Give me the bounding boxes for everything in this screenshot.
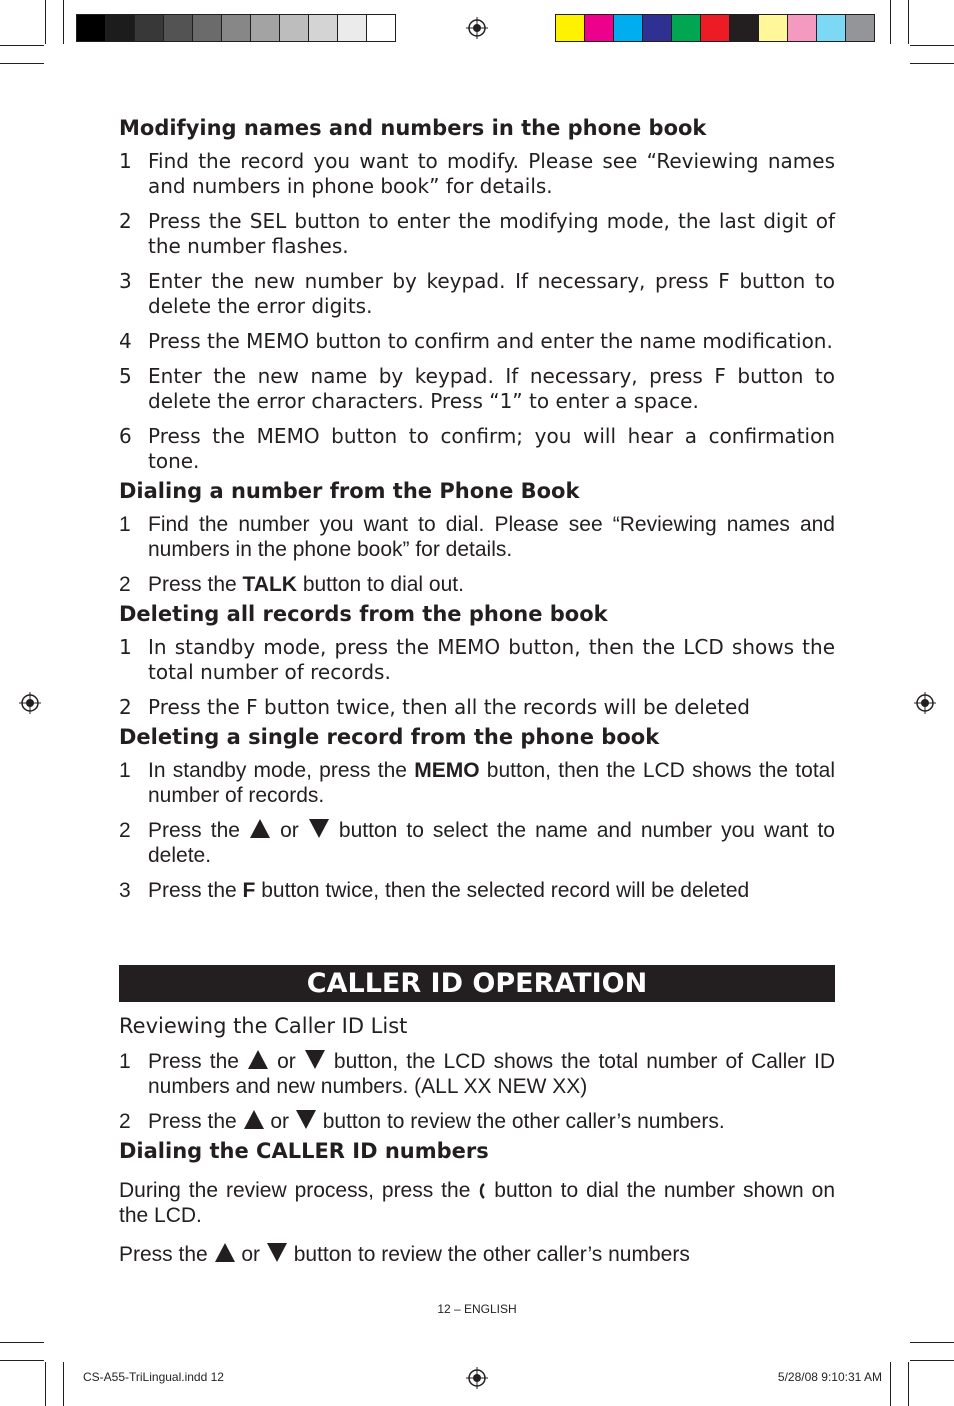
color-swatch [76,14,106,42]
color-swatch [308,14,338,42]
color-swatch [163,14,193,42]
step-text: button, the LCD shows the total number of Caller ID numbers and new numbers. (ALL XX NEW XX) [148,1050,836,1098]
paragraph-text: or [235,1243,266,1266]
list-item [119,878,835,903]
up-arrow-icon [244,1110,264,1129]
list-item [119,1109,835,1134]
step-text: button to dial out. [296,573,464,596]
color-swatch [337,14,367,42]
delete-all-section [119,601,835,720]
step-text: In standby mode, press the MEMO button, then the LCD shows the total number of records. [148,635,835,684]
step-text: Press the [148,819,250,842]
list-item [119,424,835,474]
step-text: or [271,819,308,842]
step-text: Enter the new name by keypad. If necessary, press F button to delete the error characters. Press “1” to enter a space. [148,364,835,413]
color-swatch [105,14,135,42]
step-number: 2 [119,573,131,596]
section-heading: Modifying names and numbers in the phone book [119,116,707,140]
color-swatch [584,14,614,42]
section-heading: Reviewing the Caller ID List [119,1014,408,1038]
color-swatch [787,14,817,42]
memo-button-label: MEMO [414,759,480,782]
color-swatch [555,14,585,42]
down-arrow-icon [296,1110,316,1129]
page-number: 12 – ENGLISH [437,1302,517,1316]
step-text: Press the [148,879,243,902]
step-text: Press the F button twice, then all the records will be deleted [148,695,751,719]
step-number: 5 [119,364,132,388]
file-slug: CS-A55-TriLingual.indd 12 [83,1370,224,1384]
list-item [119,572,835,597]
step-number: 6 [119,424,132,448]
section-heading: Deleting all records from the phone book [119,602,608,626]
color-swatch [613,14,643,42]
delete-single-section [119,724,835,903]
step-text: Find the record you want to modify. Please see “Reviewing names and numbers in phone book” for details. [148,149,835,198]
section-heading: Dialing the CALLER ID numbers [119,1139,489,1163]
registration-mark-icon [466,17,488,39]
up-arrow-icon [250,819,270,838]
list-item [119,209,835,259]
list-item [119,758,835,808]
step-number: 3 [119,269,132,293]
step-text: Press the SEL button to enter the modifying mode, the last digit of the number flashes. [148,209,835,258]
color-swatch [366,14,396,42]
step-text: button to review the other caller’s numbers. [316,1110,725,1133]
modify-steps-list [119,149,835,474]
down-arrow-icon [267,1243,287,1262]
step-number: 1 [119,759,131,782]
color-swatch [134,14,164,42]
step-number: 2 [119,819,131,842]
registration-mark-icon [914,692,936,714]
step-text: Press the [148,1050,248,1073]
caller-id-content [119,1013,835,1267]
registration-mark-icon [466,1367,488,1389]
step-text: Press the [148,1110,243,1133]
color-swatch [758,14,788,42]
step-text: Find the number you want to dial. Please see “Reviewing names and numbers in the phone book” for details. [148,513,835,561]
step-text: button to select the name and number you want to delete. [148,819,835,867]
step-number: 1 [119,635,132,659]
list-item [119,512,835,562]
color-swatch [845,14,875,42]
step-text: button twice, then the selected record will be deleted [255,879,750,902]
step-number: 4 [119,329,132,353]
color-swatch [279,14,309,42]
step-number: 1 [119,1050,131,1073]
talk-button-label: TALK [242,573,297,596]
paragraph-text: During the review process, press the [119,1179,479,1202]
list-item [119,269,835,319]
list-item [119,695,835,720]
step-text: Press the [148,573,243,596]
step-text: or [264,1110,295,1133]
step-text: Press the MEMO button to confirm and enter the name modification. [148,329,833,353]
list-item [119,329,835,354]
color-swatch [221,14,251,42]
step-number: 2 [119,695,132,719]
list-item [119,818,835,868]
step-number: 2 [119,209,132,233]
down-arrow-icon [309,819,329,838]
section-heading: Dialing a number from the Phone Book [119,479,580,503]
step-text: or [269,1050,304,1073]
dialing-section [119,478,835,597]
date-slug: 5/28/08 9:10:31 AM [777,1370,882,1384]
paragraph [119,1178,835,1228]
paragraph [119,1242,835,1267]
paragraph-text: button to dial the number shown on the LCD. [119,1179,835,1227]
up-arrow-icon [215,1243,235,1262]
step-number: 3 [119,879,131,902]
list-item [119,364,835,414]
color-swatch [642,14,672,42]
dial-caller-id-section [119,1138,835,1267]
step-text: In standby mode, press the [148,759,415,782]
step-number: 1 [119,149,132,173]
page-content [119,115,835,903]
step-text: button, then the LCD shows the total number of records. [148,759,835,807]
caller-id-banner: CALLER ID OPERATION [119,965,835,1002]
paragraph-text: Press the [119,1243,214,1266]
list-item [119,149,835,199]
f-button-label: F [242,879,256,902]
registration-mark-icon [19,692,41,714]
paragraph-text: button to review the other caller’s numbers [287,1243,690,1266]
color-swatch [729,14,759,42]
color-swatch [671,14,701,42]
list-item [119,1049,835,1099]
step-number: 1 [119,513,131,536]
down-arrow-icon [305,1050,325,1069]
up-arrow-icon [248,1050,268,1069]
color-swatch [250,14,280,42]
color-swatch [192,14,222,42]
step-text: Press the MEMO button to confirm; you will hear a confirmation tone. [148,424,835,473]
color-swatch [816,14,846,42]
step-text: Enter the new number by keypad. If necessary, press F button to delete the error digits. [148,269,835,318]
modify-section [119,115,835,474]
section-heading: Deleting a single record from the phone book [119,725,660,749]
color-swatch [700,14,730,42]
review-section [119,1013,835,1134]
step-number: 2 [119,1110,131,1133]
list-item [119,635,835,685]
